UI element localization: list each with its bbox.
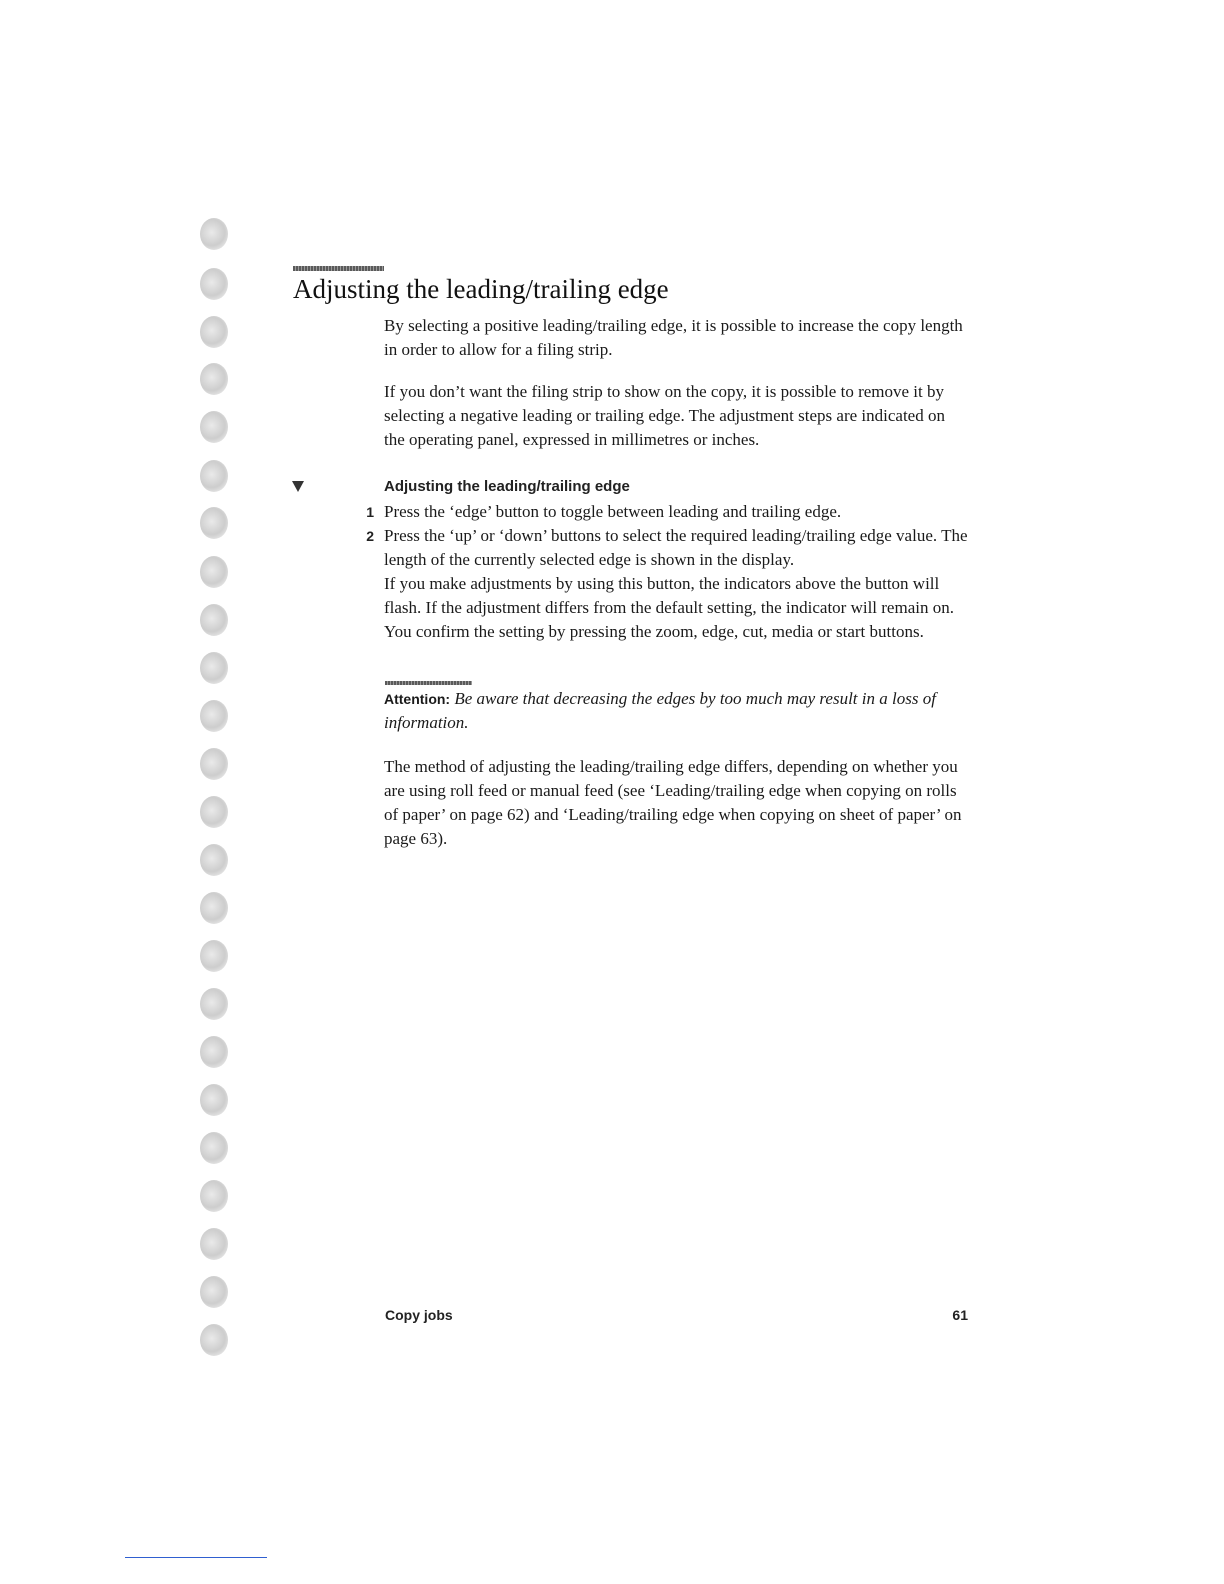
intro-paragraph-2: If you don’t want the filing strip to show on the copy, it is possible to remove it by selecting a negative leading or trailing edge. The adjustment steps are indicated on the operating panel, expressed in millimetres or inches. [384, 382, 945, 449]
binding-hole [200, 218, 228, 250]
page-title: Adjusting the leading/trailing edge [293, 274, 669, 304]
binding-hole [200, 1324, 228, 1356]
binding-hole [200, 507, 228, 539]
attention-rule [385, 681, 472, 685]
binding-hole [200, 556, 228, 588]
binding-hole [200, 1180, 228, 1212]
bottom-rule [125, 1557, 267, 1558]
title-rule [293, 266, 384, 271]
intro-paragraph-1: By selecting a positive leading/trailing edge, it is possible to increase the copy length in order to allow for a filing strip. [384, 316, 963, 359]
step-text: Press the ‘edge’ button to toggle between leading and trailing edge. [384, 502, 842, 521]
binding-hole [200, 1228, 228, 1260]
binding-hole [200, 363, 228, 395]
binding-hole [200, 844, 228, 876]
binding-hole [200, 1084, 228, 1116]
binding-hole [200, 411, 228, 443]
binding-hole [200, 940, 228, 972]
binding-hole [200, 316, 228, 348]
step-text: Press the ‘up’ or ‘down’ buttons to select the required leading/trailing edge value. The length of the currently selected edge is shown in the display. [384, 526, 968, 569]
binding-hole [200, 652, 228, 684]
binding-hole [200, 892, 228, 924]
step-extra-text: If you make adjustments by using this button, the indicators above the button will flash. If the adjustment differs from the default setting, the indicator will remain on. You confirm the setting by pressing the zoom, edge, cut, media or start buttons. [384, 574, 954, 641]
procedure-triangle-icon [292, 481, 304, 492]
binding-hole [200, 1036, 228, 1068]
binding-hole [200, 700, 228, 732]
binding-hole [200, 604, 228, 636]
attention-text: Be aware that decreasing the edges by too much may result in a loss of information. [384, 689, 936, 732]
closing-paragraph: The method of adjusting the leading/trailing edge differs, depending on whether you are using roll feed or manual feed (see ‘Leading/trailing edge when copying on rolls of paper’ on page 62) and ‘Leading/trailing edge when copying on sheet of paper’ on page 63). [384, 757, 962, 848]
step-number: 2 [366, 528, 374, 544]
footer-section-title: Copy jobs [385, 1307, 453, 1323]
footer-page-number: 61 [952, 1307, 968, 1323]
binding-hole [200, 988, 228, 1020]
attention-label: Attention: [384, 691, 451, 707]
binding-hole [200, 460, 228, 492]
procedure-heading: Adjusting the leading/trailing edge [384, 478, 630, 495]
binding-hole [200, 1276, 228, 1308]
attention-note [384, 687, 974, 735]
binding-hole [200, 748, 228, 780]
binding-hole [200, 1132, 228, 1164]
binding-hole [200, 268, 228, 300]
step-number: 1 [366, 504, 374, 520]
binding-hole [200, 796, 228, 828]
